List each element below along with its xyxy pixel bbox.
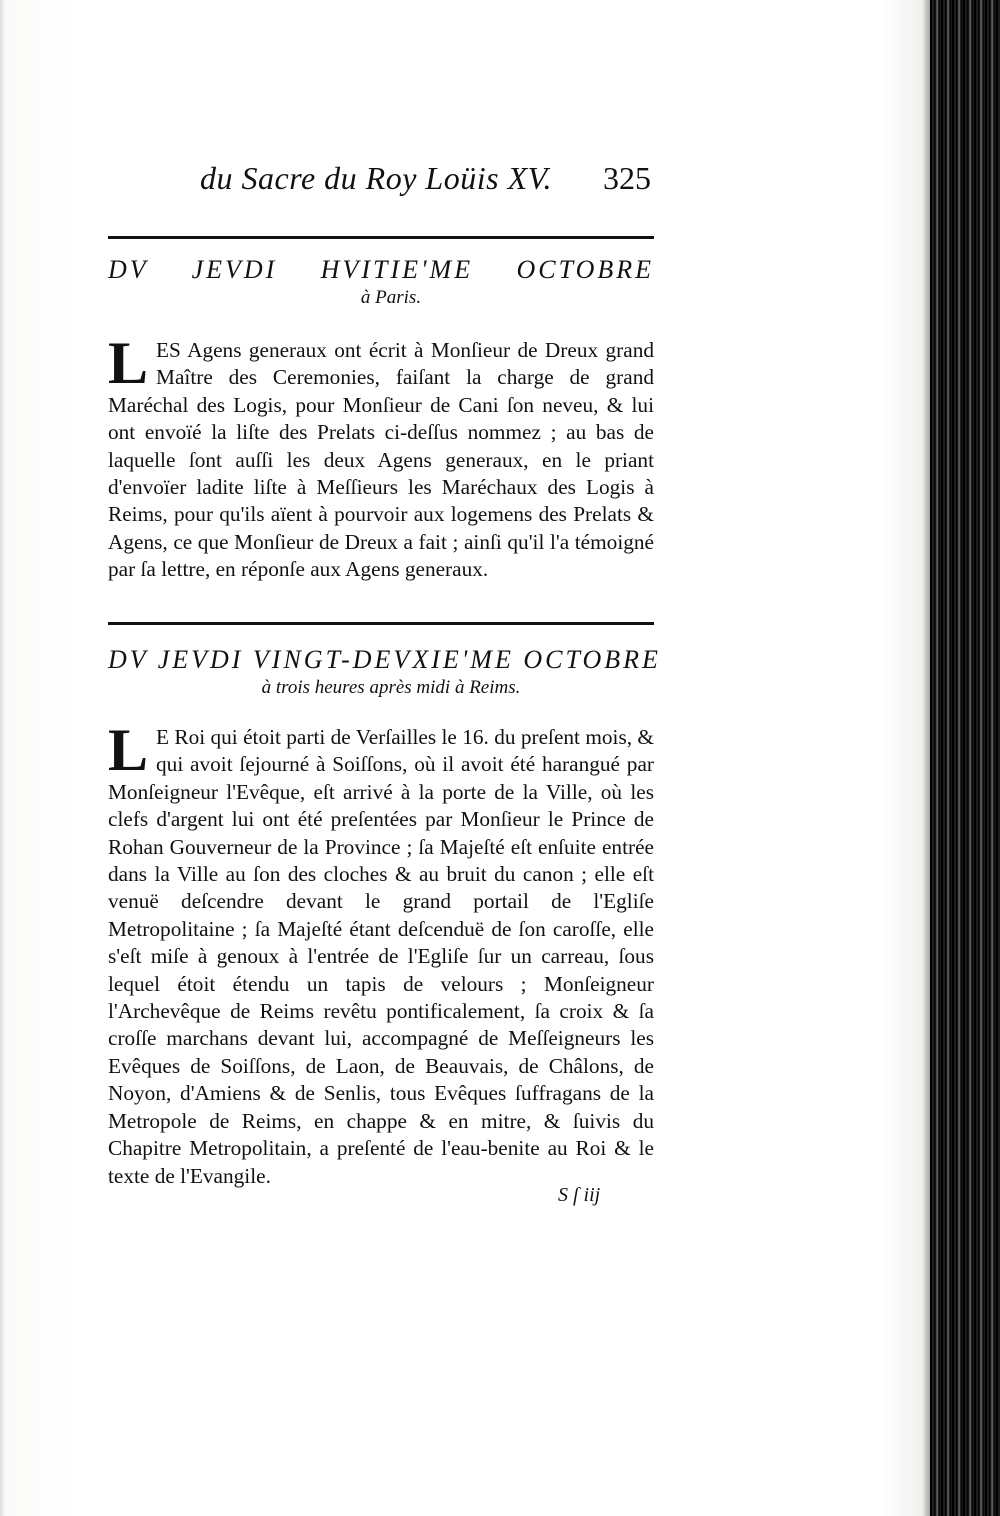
section-body-2 [108, 717, 654, 1190]
section-body-2-text: E Roi qui étoit parti de Verſailles le 16. du preſent mois, & qui avoit ſejourné à Soiſſons, où il avoit été harangué par Monſeigneur l'Evêque, eſt arrivé à la porte de la Ville, où les clefs d'argent lui ont été preſentées par Monſieur le Prince de Rohan Gouverneur de la Province ; ſa Majeſté eſt enſuite entrée dans la Ville au ſon des cloches & au bruit du canon ; elle eſt venuë deſcendre devant le grand portail de l'Egliſe Metropolitaine ; ſa Majeſté étant deſcenduë de ſon caroſſe, elle s'eſt miſe à genoux à l'entrée de l'Egliſe ſur un carreau, ſous lequel étoit étendu un tapis de velours ; Monſeigneur l'Archevêque de Reims revêtu pontificalement, ſa croix & ſa croſſe marchans devant lui, accompagné de Meſſeigneurs les Evêques de Soiſſons, de Laon, de Beauvais, de Châlons, de Noyon, d'Amiens & de Senlis, tous Evêques ſuffragans de la Metropole de Reims, en chappe & en mitre, & ſuivis du Chapitre Metropolitain, a preſenté de l'eau-benite au Roi & le texte de l'Evangile. [108, 725, 654, 1188]
section-heading-2-title: DV JEVDI VINGT-DEVXIE'ME OCTOBRE [108, 645, 661, 674]
dropcap-2: L [108, 717, 149, 783]
section-heading-1-title: DV JEVDI HVITIE'ME OCTOBRE [108, 255, 654, 284]
book-page-edges [930, 0, 1000, 1516]
section-heading-2-subtitle: à trois heures après midi à Reims. [261, 677, 521, 698]
running-head [200, 160, 660, 210]
signature-mark: S ſ iij [558, 1184, 601, 1206]
section-rule-2 [108, 622, 654, 625]
dropcap-1: L [108, 330, 149, 396]
section-heading-1-subtitle: à Paris. [360, 287, 422, 308]
running-title: du Sacre du Roy Loüis XV. [200, 160, 553, 196]
section-body-1 [108, 330, 654, 584]
section-heading-1 [108, 255, 654, 309]
section-rule-1 [108, 236, 654, 239]
section-body-1-text: ES Agens generaux ont écrit à Monſieur de Dreux grand Maître des Ceremonies, faiſant la charge de grand Maréchal des Logis, pour Monſieur de Cani ſon neveu, & lui ont envoïé la liſte des Prelats ci-deſſus nommez ; au bas de laquelle ſont auſſi les deux Agens generaux, en le priant d'envoïer ladite liſte à Meſſieurs les Maréchaux des Logis à Reims, pour qu'ils aïent à pourvoir aux logemens des Prelats & Agens, ce que Monſieur de Dreux a fait ; ainſi qu'il l'a témoigné par ſa lettre, en réponſe aux Agens generaux. [108, 338, 654, 582]
page-number: 325 [603, 160, 651, 196]
page-left-margin [0, 0, 6, 1516]
section-heading-2 [108, 645, 661, 699]
